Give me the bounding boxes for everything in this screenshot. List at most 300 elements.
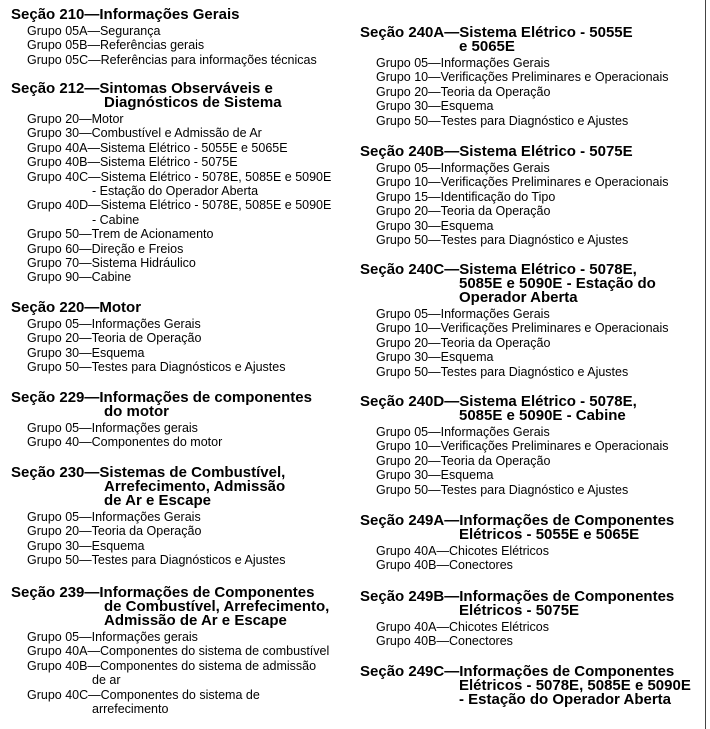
group-number: Grupo 40— [27,435,92,450]
group-number: Grupo 40A— [376,544,449,558]
group-title: Motor [91,112,124,126]
group-line [27,155,331,169]
section-title: 5085E e 5090E - Estação do [459,275,656,292]
group-number: Grupo 20— [376,84,441,99]
group-title: Sistema Elétrico - 5055E e 5065E [99,140,288,155]
group-number: Grupo 15— [376,189,441,204]
group-item [27,141,331,155]
section-heading [11,391,312,419]
section-heading-line [11,96,331,110]
section-number: Seção 240C— [360,261,460,278]
group-title: Esquema [91,538,145,553]
group-line [376,70,669,84]
group-number: Grupo 30— [376,99,441,114]
group-item [376,425,669,439]
section-title: Sistema Elétrico - 5055E [459,24,633,41]
section-title: Informações de Componentes [459,512,675,529]
group-title: Esquema [440,99,494,114]
section-title: Sistema Elétrico - 5078E, [459,261,637,278]
group-title: Esquema [440,468,494,483]
group-line [27,270,331,284]
group-item [376,620,674,634]
group-title: Testes para Diagnóstico e Ajustes [440,364,629,379]
group-line [27,421,312,435]
group-number: Grupo 05— [27,630,92,644]
group-number: Grupo 10— [376,175,441,190]
group-item [376,468,669,482]
group-title: Informações Gerais [91,510,201,524]
group-line [27,673,329,687]
section-heading-line [11,301,285,315]
group-item [27,227,331,241]
group-item [376,219,669,233]
toc-section [360,665,691,709]
group-title: Testes para Diagnóstico e Ajustes [440,482,629,497]
group-number: Grupo 40A— [27,140,100,155]
group-number: Grupo 40A— [27,644,100,659]
group-number: Grupo 05— [376,56,441,70]
section-title: Arrefecimento, Admissão [104,478,286,495]
group-item [376,558,674,572]
group-number: Grupo 30— [27,126,92,141]
group-item [376,175,669,189]
group-number: Grupo 20— [27,331,92,346]
group-title: Cabine [91,270,132,285]
group-title: Testes para Diagnóstico e Ajustes [440,233,629,248]
group-list [11,24,317,67]
group-number: Grupo 05— [27,317,92,331]
section-title: Admissão de Ar e Escape [104,612,287,629]
toc-section [360,514,674,573]
group-number: Grupo 50— [27,227,92,242]
section-heading [11,8,317,22]
section-number: Seção 240B— [360,143,460,160]
group-title: Componentes do sistema de combustível [99,644,330,659]
group-number: Grupo 05— [376,307,441,321]
group-item [27,659,329,688]
group-number: Grupo 10— [376,321,441,336]
section-title: Informações Gerais [99,6,240,23]
group-title: Informações Gerais [440,307,550,321]
group-title: Conectores [448,558,513,573]
toc-section [360,590,674,649]
group-line [27,331,285,345]
group-title: Sistema Hidráulico [91,256,196,271]
group-item [376,99,669,113]
group-number: Grupo 40B— [376,634,449,649]
group-number: Grupo 50— [376,482,441,497]
group-line [27,213,331,227]
page-border [705,0,706,729]
group-line [27,198,331,212]
toc-section [360,26,669,128]
section-number: Seção 212— [11,80,100,97]
section-heading [360,26,669,54]
group-title: Verificações Preliminares e Operacionais [440,175,669,190]
group-line [376,219,669,233]
group-title: Verificações Preliminares e Operacionais [440,321,669,336]
group-number: Grupo 20— [376,335,441,350]
section-heading-line [360,409,669,423]
group-list [360,544,674,573]
group-line [27,346,285,360]
group-title: Conectores [448,634,513,649]
group-line [376,620,674,634]
section-heading [11,301,285,315]
section-title: de Combustível, Arrefecimento, [104,598,330,615]
group-title: Componentes do motor [91,435,223,450]
group-item [27,53,317,67]
group-title: Trem de Acionamento [91,227,214,242]
group-line [27,702,329,716]
group-line [376,204,669,218]
group-item [376,544,674,558]
group-line [376,350,669,364]
toc-section [360,395,669,497]
group-number: Grupo 20— [376,204,441,219]
section-number: Seção 249A— [360,512,460,529]
section-number: Seção 249C— [360,663,460,680]
toc-section [11,586,329,716]
group-list [11,317,285,375]
section-title: Diagnósticos de Sistema [104,94,282,111]
group-title: Informações Gerais [91,317,201,331]
group-list [360,620,674,649]
section-number: Seção 210— [11,6,100,23]
group-number: Grupo 50— [27,360,92,375]
group-line [27,227,331,241]
group-number: Grupo 90— [27,270,92,285]
group-line [376,425,669,439]
section-heading [11,466,285,508]
group-line [376,114,669,128]
group-line [376,56,669,70]
group-line [27,435,312,449]
section-title: - Estação do Operador Aberta [459,691,671,708]
toc-section [11,391,312,450]
section-title: Informações de Componentes [99,584,315,601]
group-title: Teoria de Operação [91,331,202,346]
group-title: Informações gerais [91,630,198,644]
section-heading [360,145,669,159]
group-line [376,321,669,335]
section-heading-line [11,405,312,419]
group-number: Grupo 05— [27,421,92,435]
group-line [27,630,329,644]
section-title: Elétricos - 5055E e 5065E [459,526,640,543]
section-title: Informações de Componentes [459,663,675,680]
section-heading [360,665,691,707]
group-line [376,544,674,558]
group-number: Grupo 10— [376,70,441,85]
group-line [27,317,285,331]
group-number: Grupo 40B— [376,558,449,573]
group-title: Teoria da Operação [440,335,551,350]
section-number: Seção 240A— [360,24,460,41]
group-item [376,161,669,175]
toc-section [11,301,285,375]
section-heading-line [360,40,669,54]
group-line [27,141,331,155]
section-title: de Ar e Escape [104,492,211,509]
group-title: Informações Gerais [440,161,550,175]
group-item [27,553,285,567]
group-item [376,70,669,84]
group-title: Verificações Preliminares e Operacionais [440,439,669,454]
group-title: Teoria da Operação [440,84,551,99]
group-line [376,634,674,648]
group-number: Grupo 40C— [27,169,101,184]
group-number: Grupo 40B— [27,658,100,673]
section-heading [360,395,669,423]
group-title: - Estação do Operador Aberta [92,184,259,199]
group-item [27,38,317,52]
section-number: Seção 220— [11,299,100,316]
group-item [27,331,285,345]
group-item [27,360,285,374]
group-item [376,233,669,247]
group-title: Segurança [99,24,161,38]
group-item [27,170,331,199]
group-line [27,524,285,538]
toc-section [11,8,317,67]
group-item [27,155,331,169]
group-line [376,85,669,99]
section-heading [360,263,669,305]
group-item [27,421,312,435]
group-item [376,350,669,364]
group-list [360,307,669,379]
group-title: de ar [92,673,121,688]
toc-section [11,82,331,285]
group-title: Identificação do Tipo [440,189,556,204]
group-number: Grupo 30— [27,345,92,360]
group-number: Grupo 40C— [27,687,101,702]
group-line [27,360,285,374]
toc-section [360,263,669,379]
section-heading [11,586,329,628]
group-number: Grupo 50— [376,364,441,379]
group-line [27,53,317,67]
group-line [376,365,669,379]
section-heading-line [360,693,691,707]
group-item [27,435,312,449]
group-item [376,365,669,379]
group-title: Componentes do sistema de admissão [99,658,317,673]
section-title: Sistema Elétrico - 5075E [459,143,633,160]
group-number: Grupo 40D— [27,198,101,213]
group-line [27,170,331,184]
group-line [27,184,331,198]
group-number: Grupo 05B— [27,38,100,53]
group-number: Grupo 50— [27,553,92,568]
group-item [376,634,674,648]
group-number: Grupo 30— [376,350,441,365]
group-title: Teoria da Operação [440,453,551,468]
section-number: Seção 230— [11,464,100,481]
group-item [27,510,285,524]
group-line [27,539,285,553]
section-title: e 5065E [459,38,515,55]
group-item [376,321,669,335]
group-item [27,126,331,140]
group-number: Grupo 10— [376,439,441,454]
group-line [27,659,329,673]
group-list [360,161,669,247]
group-title: Sistema Elétrico - 5078E, 5085E e 5090E [100,198,332,213]
section-heading-line [360,145,669,159]
group-title: Sistema Elétrico - 5075E [99,155,238,170]
toc-section [11,466,285,568]
group-number: Grupo 05A— [27,24,100,38]
group-title: - Cabine [92,212,140,227]
group-number: Grupo 05— [376,425,441,439]
group-list [360,425,669,497]
group-line [376,468,669,482]
group-list [11,112,331,285]
group-title: Esquema [91,345,145,360]
group-title: arrefecimento [92,702,169,717]
group-list [11,510,285,568]
group-title: Referências para informações técnicas [100,52,317,67]
group-line [376,336,669,350]
group-title: Teoria da Operação [440,204,551,219]
group-item [376,56,669,70]
group-title: Referências gerais [99,38,205,53]
group-line [376,161,669,175]
group-title: Direção e Freios [91,241,184,256]
group-title: Informações gerais [91,421,198,435]
section-title: Motor [99,299,142,316]
group-item [376,454,669,468]
group-line [27,242,331,256]
group-list [360,56,669,128]
section-title: Informações de componentes [99,389,312,406]
group-number: Grupo 05C— [27,52,101,67]
group-number: Grupo 20— [27,524,92,539]
group-list [11,630,329,716]
group-line [27,126,331,140]
group-line [27,112,331,126]
group-item [376,114,669,128]
section-heading [11,82,331,110]
group-item [27,346,285,360]
group-item [376,307,669,321]
group-item [27,256,331,270]
section-title: Sistema Elétrico - 5078E, [459,393,637,410]
group-line [27,688,329,702]
group-number: Grupo 05— [27,510,92,524]
section-number: Seção 229— [11,389,100,406]
group-item [27,112,331,126]
group-item [27,630,329,644]
section-title: Sistemas de Combustível, [99,464,286,481]
group-item [376,483,669,497]
group-title: Testes para Diagnóstico e Ajustes [440,113,629,128]
group-number: Grupo 40A— [376,620,449,634]
group-item [27,524,285,538]
group-number: Grupo 40B— [27,155,100,170]
group-item [376,204,669,218]
group-line [376,439,669,453]
group-line [376,233,669,247]
section-heading-line [360,604,674,618]
section-heading-line [360,528,674,542]
group-line [27,256,331,270]
group-title: Informações Gerais [440,425,550,439]
group-list [11,421,312,450]
section-heading-line [11,8,317,22]
group-number: Grupo 30— [376,218,441,233]
group-line [27,644,329,658]
group-item [27,644,329,658]
section-number: Seção 249B— [360,588,460,605]
group-line [27,38,317,52]
group-title: Esquema [440,350,494,365]
group-item [376,85,669,99]
group-item [27,270,331,284]
section-title: Sintomas Observáveis e [99,80,273,97]
group-line [27,553,285,567]
section-heading-line [11,614,329,628]
group-item [27,539,285,553]
group-number: Grupo 70— [27,256,92,271]
section-title: Elétricos - 5075E [459,602,580,619]
group-number: Grupo 50— [376,233,441,248]
group-number: Grupo 60— [27,241,92,256]
group-line [376,99,669,113]
group-item [376,336,669,350]
section-title: do motor [104,403,169,420]
group-title: Testes para Diagnósticos e Ajustes [91,553,286,568]
toc-section [360,145,669,247]
group-number: Grupo 50— [376,113,441,128]
group-item [27,688,329,717]
group-line [376,307,669,321]
group-title: Chicotes Elétricos [448,544,550,558]
group-item [376,190,669,204]
group-line [376,175,669,189]
group-title: Componentes do sistema de [100,687,260,702]
group-line [376,454,669,468]
group-item [376,439,669,453]
group-item [27,198,331,227]
group-number: Grupo 05— [376,161,441,175]
group-title: Esquema [440,218,494,233]
group-line [27,510,285,524]
group-number: Grupo 20— [376,453,441,468]
group-title: Testes para Diagnósticos e Ajustes [91,360,286,375]
group-title: Chicotes Elétricos [448,620,550,634]
group-line [376,558,674,572]
section-title: Elétricos - 5078E, 5085E e 5090E [459,677,691,694]
group-title: Combustível e Admissão de Ar [91,126,262,141]
section-title: Informações de Componentes [459,588,675,605]
group-line [27,24,317,38]
section-heading-line [11,494,285,508]
group-item [27,24,317,38]
section-heading [360,590,674,618]
group-number: Grupo 30— [376,468,441,483]
group-title: Teoria da Operação [91,524,202,539]
group-title: Verificações Preliminares e Operacionais [440,70,669,85]
section-number: Seção 240D— [360,393,460,410]
section-number: Seção 239— [11,584,100,601]
section-title: Operador Aberta [459,289,578,306]
group-number: Grupo 20— [27,112,92,126]
group-item [27,242,331,256]
group-line [376,483,669,497]
